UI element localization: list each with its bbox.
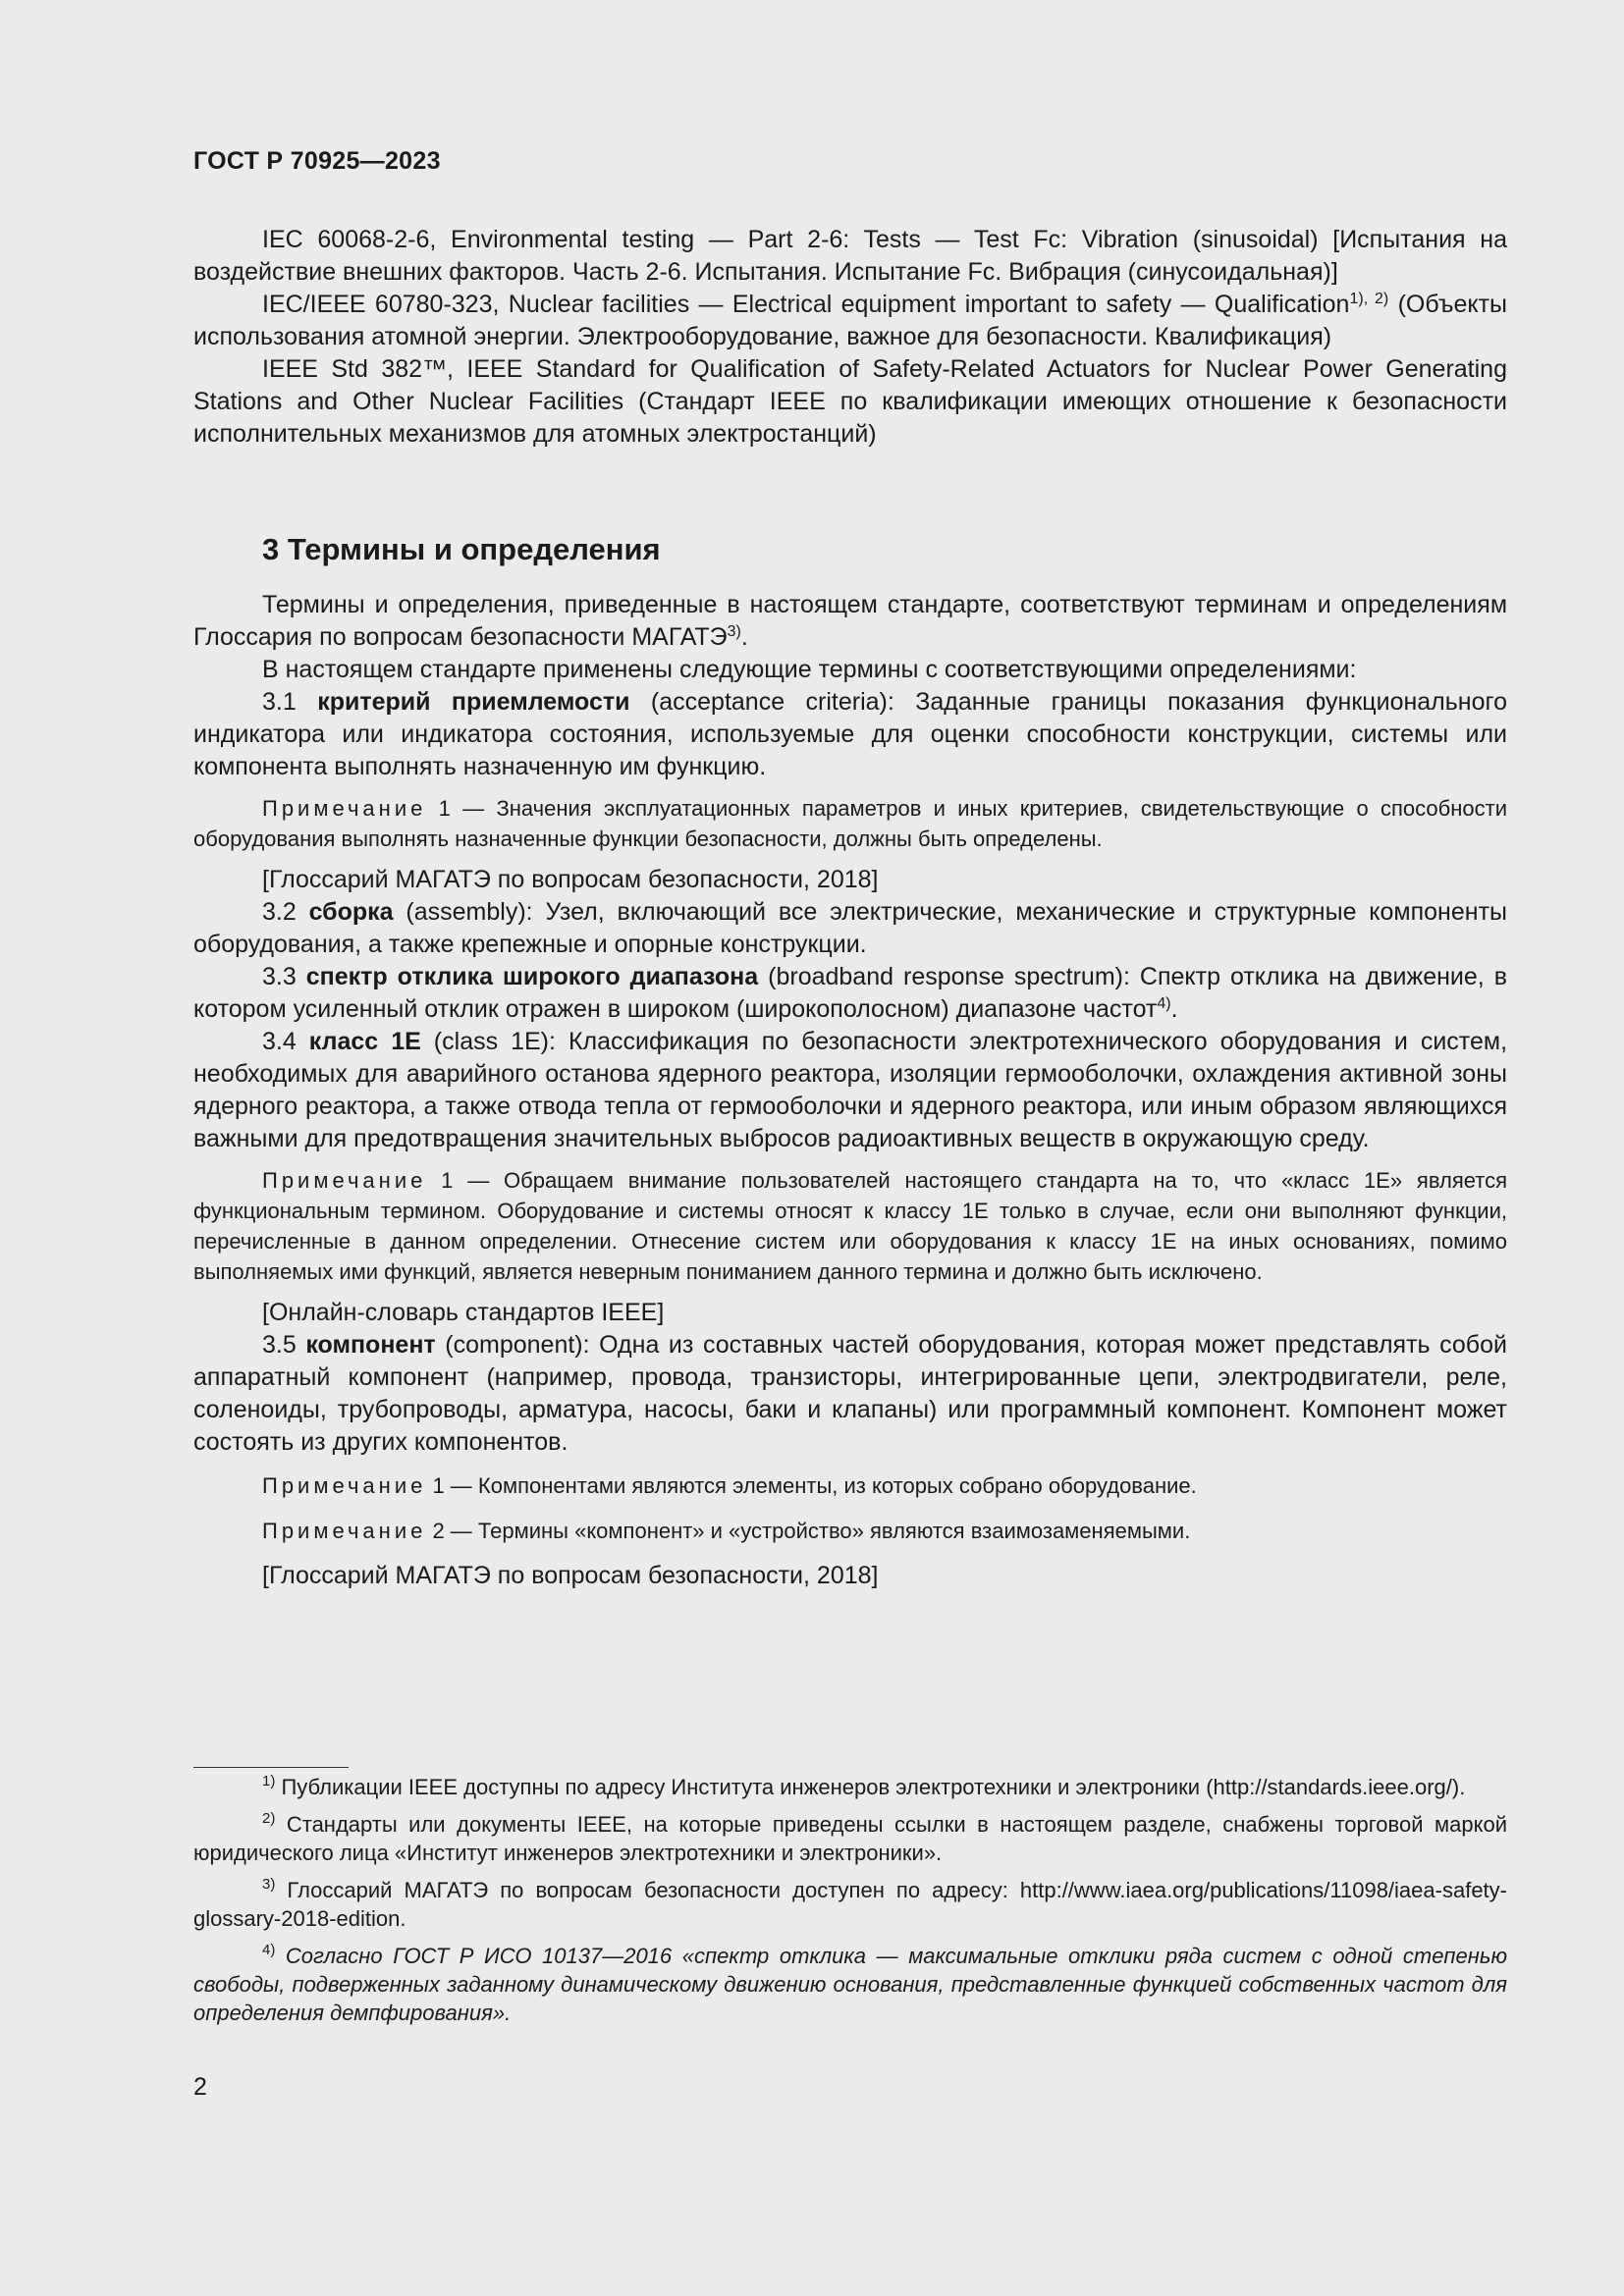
- note-label: Примечание: [262, 1473, 427, 1498]
- section-title: 3 Термины и определения: [262, 532, 661, 566]
- note-3-4: Примечание 1 — Обращаем внимание пользователей настоящего стандарта на то, что «класс 1Е» является функциональным термином. Оборудование и системы относят к классу 1Е только в случае, если они выполняют функции, перечисленные в данном определении. Отнесение систем или оборудования к классу 1Е на иных основаниях, помимо выполняемых ими функций, является неверным пониманием данного термина и должно быть исключено.: [193, 1168, 1507, 1284]
- page-number: 2: [193, 2073, 207, 2101]
- note-label: Примечание: [262, 1519, 427, 1543]
- footnote-4: $^{4)}$ Согласно ГОСТ Р ИСО 10137—2016 «спектр отклика — максимальные отклики ряда систем с одной степенью свободы, подверженных заданному динамическому движению основания, представленные функцией собственных частот для определения демпфирования».: [193, 1942, 1507, 2025]
- reference-iec-ieee-60780: IEC/IEEE 60780-323, Nuclear facilities — Electrical equipment important to safety — Qualification$^{1), 2)}$ (Объекты использования атомной энергии. Электрооборудование, важное для безопасности. Квалификация): [193, 291, 1508, 350]
- footnote-2: $^{2)}$ Стандарты или документы IEEE, на которые приведены ссылки в настоящем разделе, снабжены торговой маркой юридического лица «Институт инженеров электротехники и электроники».: [193, 1810, 1507, 1865]
- term-name: критерий приемлемости: [317, 688, 630, 716]
- note-label: Примечание: [262, 796, 427, 821]
- term-3-3: 3.3 спектр отклика широкого диапазона (broadband response spectrum): Спектр отклика на движение, в котором усиленный отклик отражен в широком (широкополосном) диапазоне частот$^{4)}$.: [193, 963, 1508, 1023]
- footnote-ref: 3): [727, 623, 741, 640]
- source-ieee: [Онлайн-словарь стандартов IEEE]: [262, 1299, 665, 1326]
- term-name: спектр отклика широкого диапазона: [305, 963, 759, 990]
- section-3: [193, 530, 1507, 569]
- intro-paragraph: Термины и определения, приведенные в настоящем стандарте, соответствуют терминам и определениям Глоссария по вопросам безопасности МАГАТЭ$^{3)}$.: [193, 591, 1507, 651]
- note-label: Примечание: [262, 1168, 427, 1193]
- term-name: компонент: [305, 1331, 436, 1359]
- term-3-2: 3.2 сборка (assembly): Узел, включающий все электрические, механические и структурные компоненты оборудования, а также крепежные и опорные конструкции.: [193, 898, 1507, 958]
- footnote-ref: 1), 2): [1349, 291, 1389, 307]
- term-3-1: 3.1 критерий приемлемости (acceptance criteria): Заданные границы показания функционального индикатора или индикатора состояния, используемые для оценки способности конструкции, системы или компонента выполнять назначенную им функцию.: [193, 688, 1507, 780]
- footnote-3: $^{3)}$ Глоссарий МАГАТЭ по вопросам безопасности доступен по адресу: http://www.iaea.org/publications/11098/iaea-safety-glossary-2018-edition.: [193, 1876, 1507, 1931]
- note-3-5-2: Примечание 2 — Термины «компонент» и «устройство» являются взаимозаменяемыми.: [262, 1519, 1191, 1543]
- intro-paragraph-2: В настоящем стандарте применены следующие термины с соответствующими определениями:: [262, 656, 1357, 683]
- footnote-ref: 4): [1157, 995, 1171, 1012]
- term-3-4: 3.4 класс 1Е (class 1E): Классификация по безопасности электротехнического оборудования и систем, необходимых для аварийного останова ядерного реактора, изоляции гермооболочки, охлаждения активной зоны ядерного реактора, а также отвода тепла от гермооболочки и ядерного реактора, или иным образом являющихся важными для предотвращения значительных выбросов радиоактивных веществ в окружающую среду.: [193, 1028, 1508, 1152]
- note-3-1: Примечание 1 — Значения эксплуатационных параметров и иных критериев, свидетельствующие о способности оборудования выполнять назначенные функции безопасности, должны быть определены.: [193, 796, 1507, 851]
- note-3-5-1: Примечание 1 — Компонентами являются элементы, из которых собрано оборудование.: [262, 1473, 1197, 1498]
- term-name: класс 1Е: [308, 1028, 421, 1055]
- reference-iec-60068: IEC 60068-2-6, Environmental testing — Part 2-6: Tests — Test Fc: Vibration (sinusoidal) [Испытания на воздействие внешних факторов. Часть 2-6. Испытания. Испытание Fc. Вибрация (синусоидальная)]: [193, 226, 1507, 286]
- term-name: сборка: [308, 898, 394, 926]
- document-header: ГОСТ Р 70925—2023: [193, 147, 441, 175]
- term-3-5: 3.5 компонент (component): Одна из составных частей оборудования, которая может представлять собой аппаратный компонент (например, провода, транзисторы, интегрированные цепи, электродвигатели, реле, соленоиды, трубопроводы, арматура, насосы, баки и клапаны) или программный компонент. Компонент может состоять из других компонентов.: [193, 1331, 1507, 1456]
- section-3-body: [193, 589, 1507, 1592]
- footnote-divider: [193, 1767, 349, 1768]
- references-block: [193, 224, 1507, 451]
- source-iaea-2: [Глоссарий МАГАТЭ по вопросам безопасности, 2018]: [262, 1562, 879, 1589]
- reference-ieee-382: IEEE Std 382™, IEEE Standard for Qualification of Safety-Related Actuators for Nuclear Power Generating Stations and Other Nuclear Facilities (Стандарт IEEE по квалификации имеющих отношение к безопасности исполнительных механизмов для атомных электростанций): [193, 355, 1507, 448]
- footnotes: [193, 1773, 1507, 2027]
- footnote-1: $^{1)}$ Публикации IEEE доступны по адресу Института инженеров электротехники и электроники (http://standards.ieee.org/).: [262, 1773, 1466, 1799]
- source-iaea: [Глоссарий МАГАТЭ по вопросам безопасности, 2018]: [262, 866, 879, 893]
